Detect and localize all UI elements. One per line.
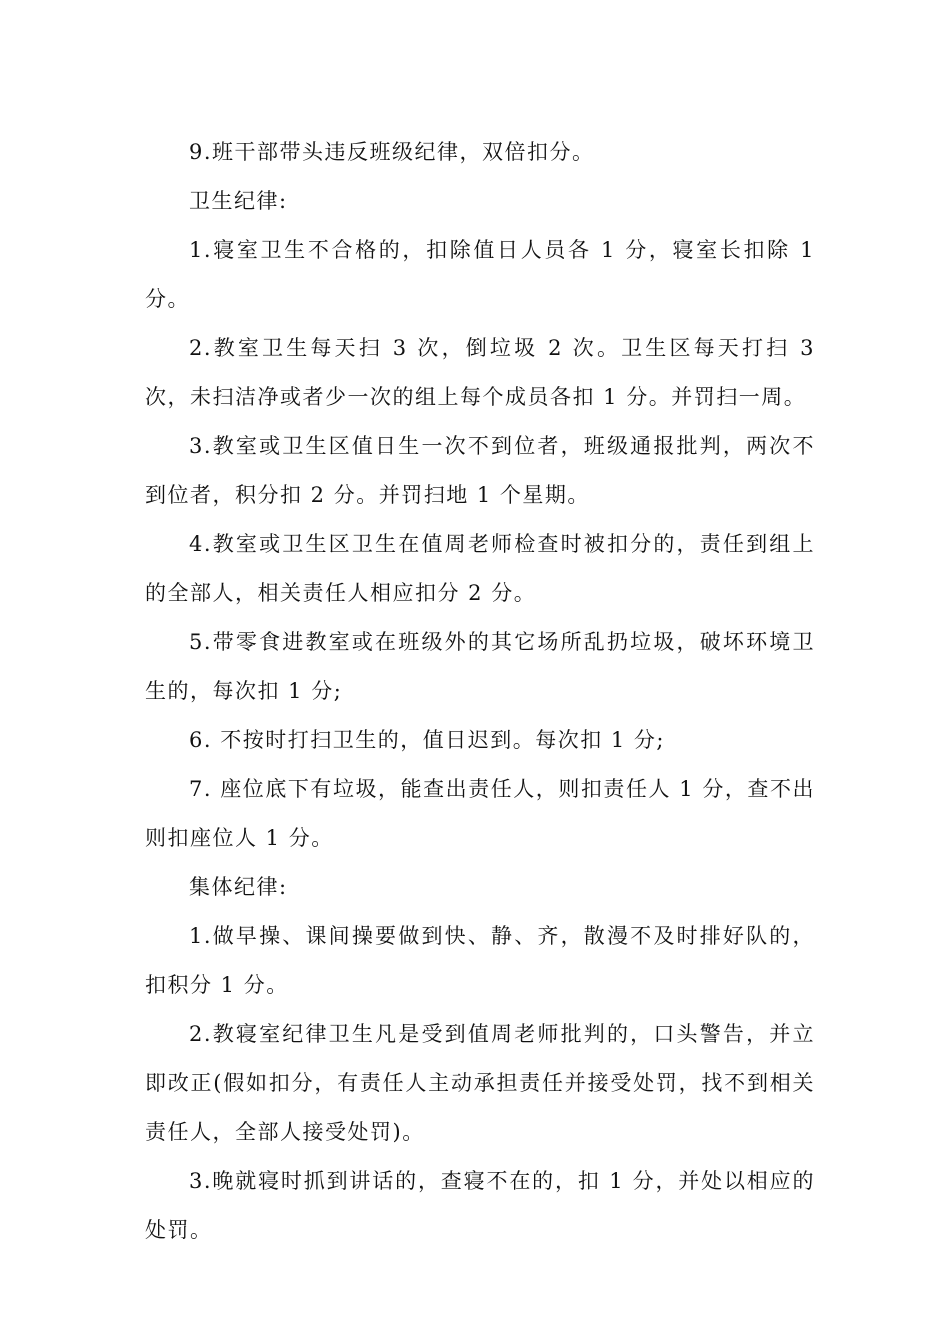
- paragraph-hygiene-5: 5.带零食进教室或在班级外的其它场所乱扔垃圾，破坏环境卫生的，每次扣 1 分;: [145, 630, 815, 703]
- section-heading-collective: 集体纪律:: [189, 875, 288, 899]
- paragraph-hygiene-1: 1.寝室卫生不合格的，扣除值日人员各 1 分，寝室长扣除 1 分。: [145, 238, 815, 311]
- section-heading-hygiene: 卫生纪律:: [189, 189, 288, 213]
- document-body: [145, 128, 815, 1255]
- paragraph-rule-9: 9.班干部带头违反班级纪律，双倍扣分。: [189, 140, 595, 164]
- paragraph-collective-1: 1.做早操、课间操要做到快、静、齐，散漫不及时排好队的，扣积分 1 分。: [145, 924, 815, 997]
- paragraph-hygiene-3: 3.教室或卫生区值日生一次不到位者，班级通报批判，两次不到位者，积分扣 2 分。并罚扫地 1 个星期。: [145, 434, 815, 507]
- paragraph-hygiene-2: 2.教室卫生每天扫 3 次，倒垃圾 2 次。卫生区每天打扫 3 次，未扫洁净或者少一次的组上每个成员各扣 1 分。并罚扫一周。: [145, 336, 815, 409]
- paragraph-hygiene-7: 7. 座位底下有垃圾，能查出责任人，则扣责任人 1 分，查不出则扣座位人 1 分。: [145, 777, 815, 850]
- paragraph-collective-2: 2.教寝室纪律卫生凡是受到值周老师批判的，口头警告，并立即改正(假如扣分，有责任人主动承担责任并接受处罚，找不到相关责任人，全部人接受处罚)。: [145, 1022, 815, 1144]
- paragraph-collective-3: 3.晚就寝时抓到讲话的，查寝不在的，扣 1 分，并处以相应的处罚。: [145, 1169, 815, 1242]
- paragraph-hygiene-4: 4.教室或卫生区卫生在值周老师检查时被扣分的，责任到组上的全部人，相关责任人相应扣分 2 分。: [145, 532, 815, 605]
- paragraph-hygiene-6: 6. 不按时打扫卫生的，值日迟到。每次扣 1 分;: [189, 728, 665, 752]
